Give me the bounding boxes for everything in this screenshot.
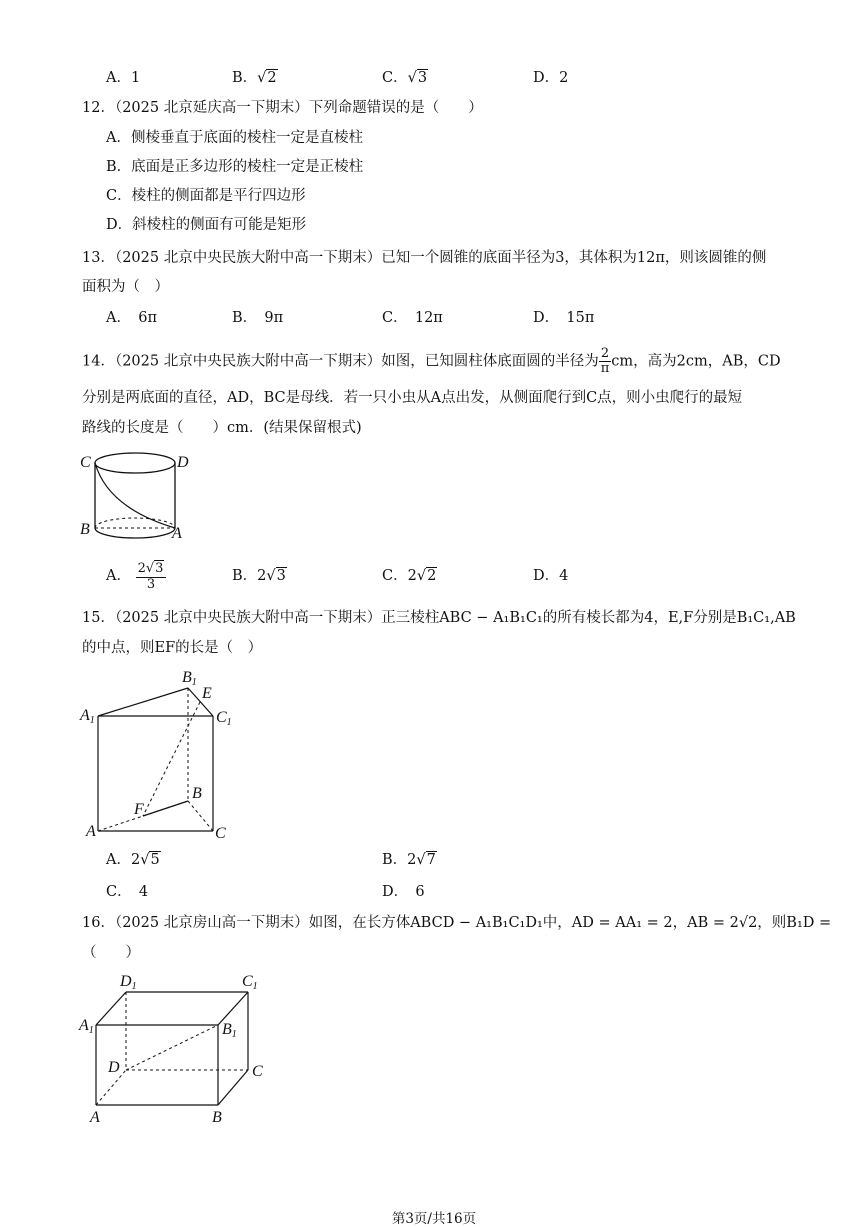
q13-option-d: D． 15π xyxy=(533,310,595,326)
q11-option-a: A．1 xyxy=(106,70,141,86)
q15-option-b-rad: 7 xyxy=(426,852,436,868)
q16-label-a1: A1 xyxy=(79,1017,94,1036)
cuboid-a1-d1 xyxy=(96,992,126,1025)
prism-fb-seg xyxy=(143,801,188,816)
q14-option-b-coef: 2 xyxy=(257,568,267,584)
q16-label-a: A xyxy=(90,1109,100,1126)
q16-label-d: D xyxy=(108,1059,120,1076)
q13-option-b: B． 9π xyxy=(232,310,284,326)
q13-stem-line1: 13．（2025 北京中央民族大附中高一下期末）已知一个圆锥的底面半径为3，其体积为12π，则该圆锥的侧 xyxy=(82,250,767,266)
q14-option-d: D．4 xyxy=(533,568,569,584)
q13-option-a: A． 6π xyxy=(106,310,157,326)
q16-stem-line2: （ ） xyxy=(82,945,140,961)
q14-option-b-rad: 3 xyxy=(276,568,286,584)
q15-option-b-label: B． xyxy=(382,852,408,868)
q15-stem-line1: 15．（2025 北京中央民族大附中高一下期末）正三棱柱ABC − A₁B₁C₁的所有棱长都为4，E,F分别是B₁C₁,AB xyxy=(82,610,796,626)
q14-option-a-den: 3 xyxy=(146,577,156,592)
q15-option-a-rad: 5 xyxy=(150,852,160,868)
q14-option-b: B．2√3 xyxy=(232,568,286,584)
q15-option-b-coef: 2 xyxy=(407,852,417,868)
q14-option-c-coef: 2 xyxy=(407,568,417,584)
q14-label-b: B xyxy=(80,521,90,538)
q14-option-c: C．2√2 xyxy=(382,568,437,584)
q15-option-c: C． 4 xyxy=(106,884,149,900)
q14-option-b-label: B． xyxy=(232,568,258,584)
q14-option-a xyxy=(106,560,166,592)
prism-bc xyxy=(188,801,213,831)
q11-option-c-label: C． xyxy=(382,70,408,86)
q14-stem-part1: 14．（2025 北京中央民族大附中高一下期末）如图，已知圆柱体底面圆的半径为 xyxy=(82,353,599,370)
q15-label-a1: A1 xyxy=(80,707,95,726)
q14-cylinder-figure xyxy=(78,448,208,548)
q15-option-a-coef: 2 xyxy=(130,852,141,868)
cuboid-b1d xyxy=(126,1025,218,1070)
q16-cuboid-figure xyxy=(78,970,278,1128)
q14-frac-den: π xyxy=(600,361,610,376)
q12-option-d: D．斜棱柱的侧面有可能是矩形 xyxy=(106,217,307,233)
q14-stem-line1 xyxy=(82,347,781,376)
q14-label-d: D xyxy=(177,454,189,471)
q13-stem-line2: 面积为（ ） xyxy=(82,279,169,295)
q14-option-a-num-coef: 2 xyxy=(137,561,146,576)
q12-option-c: C．棱柱的侧面都是平行四边形 xyxy=(106,188,306,204)
cylinder-bottom-back xyxy=(95,518,175,528)
q15-label-e: E xyxy=(202,685,212,702)
q16-label-b1: B1 xyxy=(222,1021,237,1040)
q16-label-c: C xyxy=(252,1063,263,1080)
q15-option-a: A．2√5 xyxy=(106,852,160,868)
q14-label-a: A xyxy=(172,525,182,542)
q14-frac-num: 2 xyxy=(599,347,612,362)
q14-option-a-num-rad: 3 xyxy=(155,561,164,576)
q14-stem-line3: 路线的长度是（ ）cm．(结果保留根式) xyxy=(82,420,362,436)
q15-label-b1: B1 xyxy=(182,669,197,688)
q13-option-c: C． 12π xyxy=(382,310,443,326)
q14-stem-part2: cm，高为2cm，AB，CD xyxy=(611,353,781,370)
q14-option-c-rad: 2 xyxy=(427,568,437,584)
q16-stem-line1: 16．（2025 北京房山高一下期末）如图，在长方体ABCD − A₁B₁C₁D₁中，AD = AA₁ = 2，AB = 2√2，则B₁D = xyxy=(82,915,832,931)
cylinder-bottom-front xyxy=(95,528,175,538)
q11-option-c-radicand: 3 xyxy=(417,70,428,86)
q16-label-b: B xyxy=(212,1109,222,1126)
q14-option-a-fraction: $\frac{2√3}{3}$ xyxy=(136,560,167,592)
q14-option-a-label: A． xyxy=(106,568,131,584)
q11-option-b-label: B． xyxy=(232,70,258,86)
q16-label-d1: D1 xyxy=(120,973,137,992)
q14-option-c-label: C． xyxy=(382,568,408,584)
q11-option-b: B．√2 xyxy=(232,70,277,86)
prism-a1-b1 xyxy=(98,688,188,716)
q15-stem-line2: 的中点，则EF的长是（ ） xyxy=(82,640,263,656)
q15-prism-figure xyxy=(78,666,238,844)
q15-label-b: B xyxy=(192,785,202,802)
q15-label-f: F xyxy=(134,801,144,818)
cuboid-bc xyxy=(218,1070,248,1105)
cylinder-top-ellipse xyxy=(95,453,175,473)
q14-radius-fraction xyxy=(599,347,612,376)
q12-stem: 12．（2025 北京延庆高一下期末）下列命题错误的是（ ） xyxy=(82,100,483,116)
q15-option-b: B．2√7 xyxy=(382,852,436,868)
q14-label-c: C xyxy=(80,454,91,471)
q14-stem-line2: 分别是两底面的直径，AD，BC是母线．若一只小虫从A点出发，从侧面爬行到C点，则小虫爬行的最短 xyxy=(82,390,743,406)
q16-label-c1: C1 xyxy=(242,973,258,992)
q11-option-d: D．2 xyxy=(533,70,569,86)
q15-label-c: C xyxy=(215,825,226,842)
q15-label-c1: C1 xyxy=(216,709,232,728)
q11-option-b-radicand: 2 xyxy=(267,70,277,86)
q12-option-b: B．底面是正多边形的棱柱一定是正棱柱 xyxy=(106,159,364,175)
q15-label-a: A xyxy=(86,823,96,840)
page-footer: 第3页/共16页 xyxy=(391,1211,477,1227)
q15-option-a-label: A． xyxy=(106,852,131,868)
q15-option-d: D． 6 xyxy=(382,884,425,900)
q11-option-c: C．√3 xyxy=(382,70,428,86)
q12-option-a: A．侧棱垂直于底面的棱柱一定是直棱柱 xyxy=(106,130,363,146)
